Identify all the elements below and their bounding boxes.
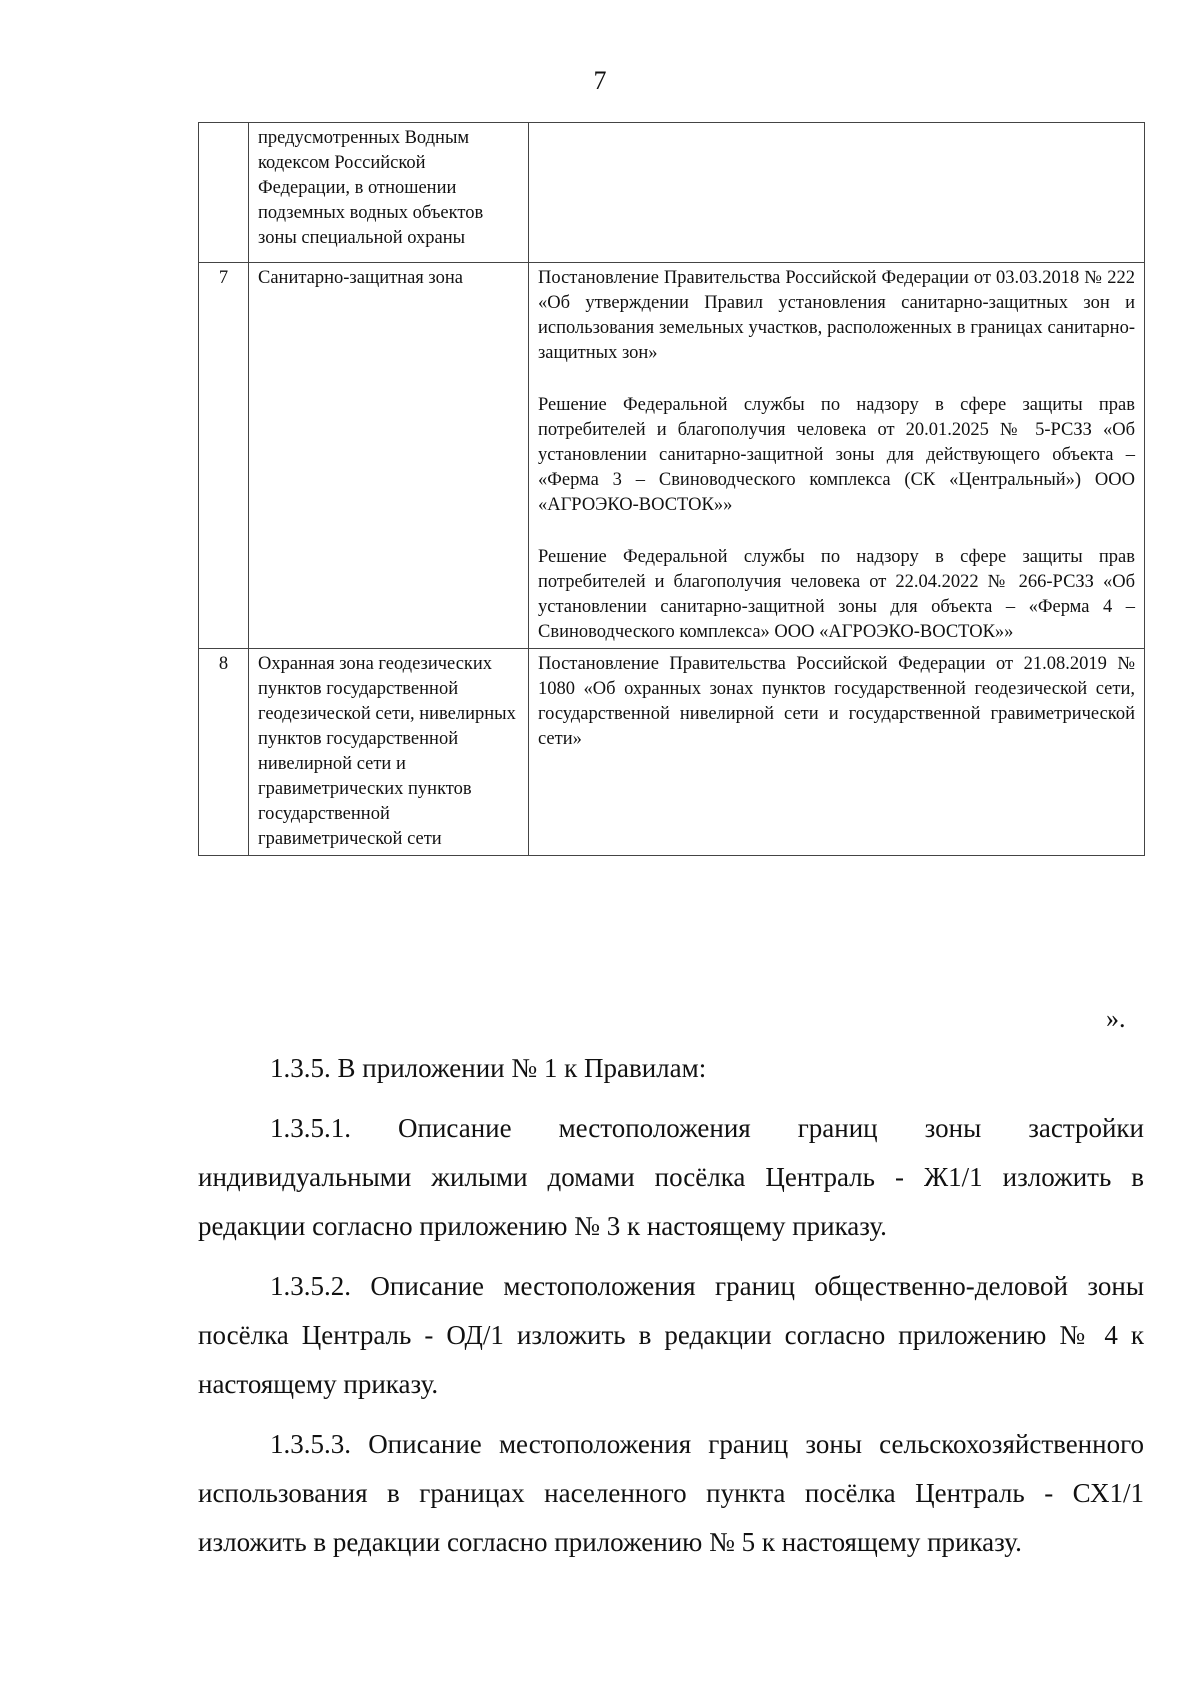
paragraph-1-3-5-2: 1.3.5.2. Описание местоположения границ общественно-деловой зоны посёлка Централь - ОД/1 изложить в редакции согласно приложению № 4 к настоящему приказу. [198, 1271, 1144, 1399]
paragraph-1-3-5: 1.3.5. В приложении № 1 к Правилам: [270, 1053, 707, 1083]
body-text [198, 1044, 1144, 1567]
closing-quote: ». [1106, 1004, 1126, 1033]
page-number: 7 [593, 66, 607, 95]
table-row [199, 649, 1145, 856]
paragraph-1-3-5-3: 1.3.5.3. Описание местоположения границ зоны сельскохозяйственного использования в границах населенного пункта посёлка Централь - СХ1/1 изложить в редакции согласно приложению № 5 к настоящему приказу. [198, 1429, 1144, 1557]
zone-documents [529, 123, 1145, 263]
table-row [199, 123, 1145, 263]
zone-name: предусмотренных Водным кодексом Российской Федерации, в отношении подземных водных объектов зоны специальной охраны [249, 123, 529, 263]
table-row [199, 263, 1145, 649]
zone-documents [529, 649, 1145, 856]
zone-name: Санитарно-защитная зона [249, 263, 529, 649]
row-number [199, 123, 249, 263]
legal-document: Постановление Правительства Российской Федерации от 21.08.2019 № 1080 «Об охранных зонах пунктов государственной геодезической сети, государственной нивелирной сети и государственной гравиметрической сети» [538, 654, 1135, 749]
zone-documents [529, 263, 1145, 649]
legal-document: Постановление Правительства Российской Федерации от 03.03.2018 № 222 «Об утверждении Правил установления санитарно-защитных зон и использования земельных участков, расположенных в границах санитарно-защитных зон» [538, 268, 1135, 363]
paragraph-1-3-5-1: 1.3.5.1. Описание местоположения границ зоны застройки индивидуальными жилыми домами посёлка Централь - Ж1/1 изложить в редакции согласно приложению № 3 к настоящему приказу. [198, 1113, 1144, 1241]
legal-document: Решение Федеральной службы по надзору в сфере защиты прав потребителей и благополучия человека от 22.04.2022 № 266-РСЗЗ «Об установлении санитарно-защитной зоны для объекта – «Ферма 4 – Свиноводческого комплекса» ООО «АГРОЭКО-ВОСТОК»» [538, 547, 1135, 642]
row-number: 8 [199, 649, 249, 856]
row-number: 7 [199, 263, 249, 649]
zone-name: Охранная зона геодезических пунктов государственной геодезической сети, нивелирных пунктов государственной нивелирной сети и гравиметрических пунктов государственной гравиметрической сети [249, 649, 529, 856]
zones-table [198, 122, 1145, 856]
legal-document: Решение Федеральной службы по надзору в сфере защиты прав потребителей и благополучия человека от 20.01.2025 № 5-РСЗЗ «Об установлении санитарно-защитной зоны для действующего объекта – «Ферма 3 – Свиноводческого комплекса (СК «Центральный») ООО «АГРОЭКО-ВОСТОК»» [538, 395, 1135, 515]
